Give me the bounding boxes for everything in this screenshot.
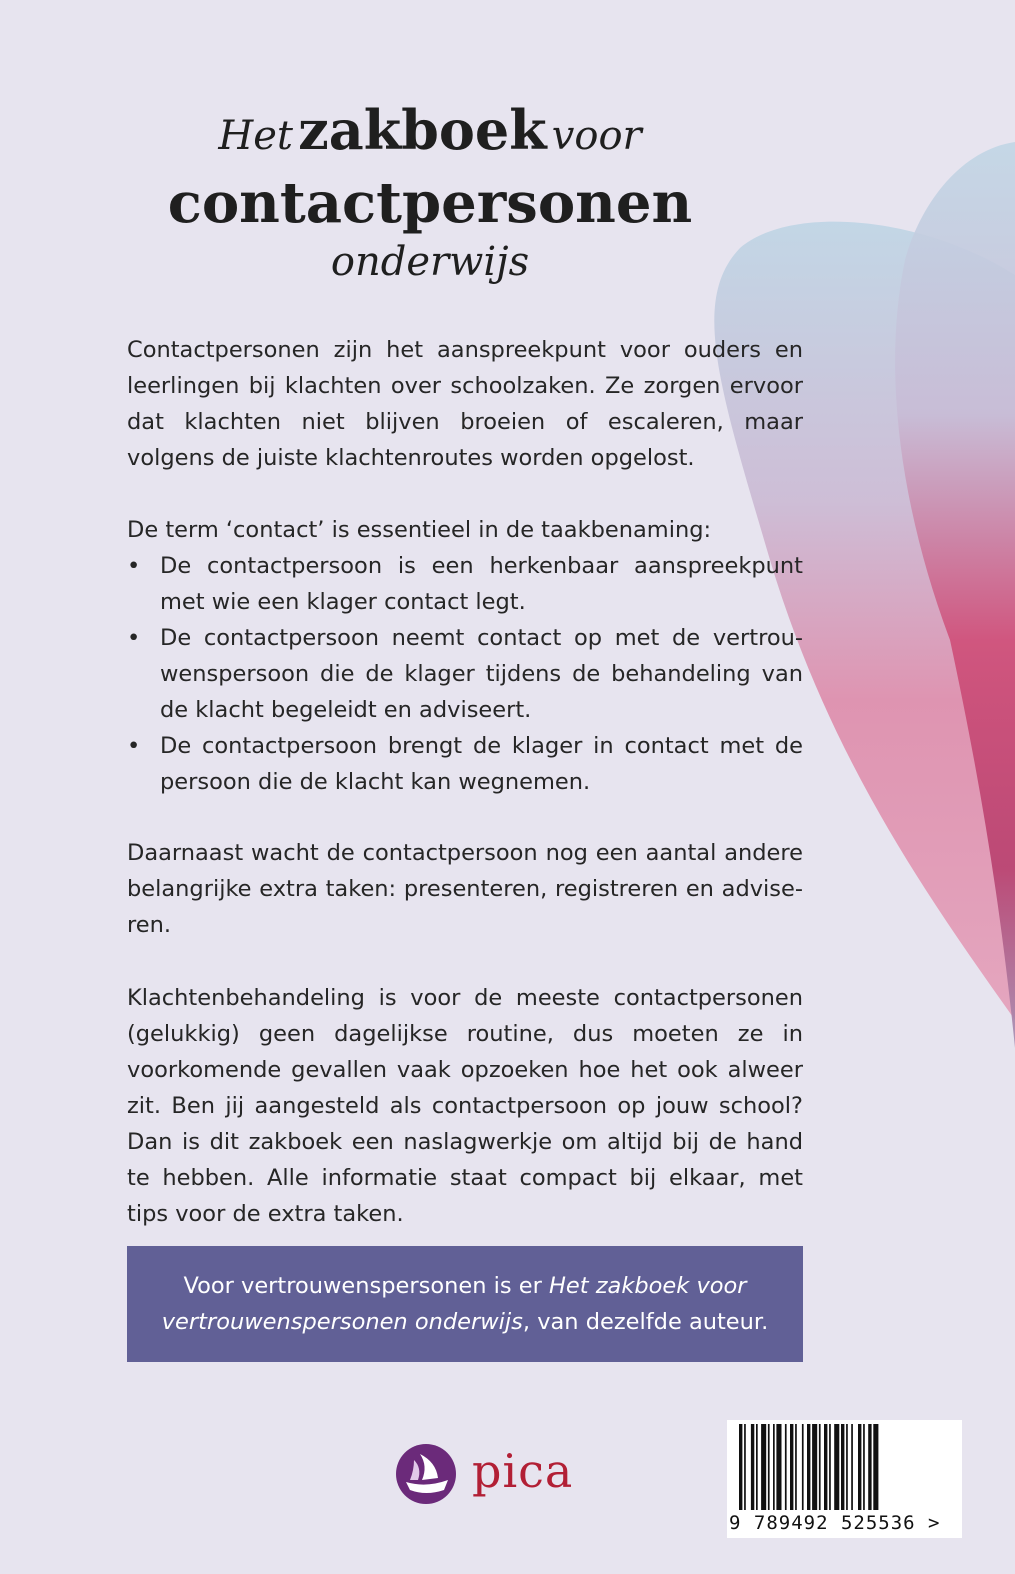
barcode-bar bbox=[756, 1424, 758, 1510]
title-het: Het bbox=[218, 113, 293, 159]
barcode-bar bbox=[868, 1424, 871, 1510]
barcode-bar bbox=[834, 1424, 839, 1510]
bullet-text: De contactpersoon is een herkenbaar aanspreekpunt met wie een klager contact legt. bbox=[160, 553, 803, 615]
title-voor: voor bbox=[551, 113, 642, 159]
handling-paragraph bbox=[127, 980, 803, 1232]
barcode-bar bbox=[785, 1424, 787, 1510]
related-book-box bbox=[127, 1246, 803, 1362]
barcode-bar bbox=[768, 1424, 770, 1510]
title-contactpersonen: contactpersonen bbox=[167, 170, 693, 236]
barcode-bar bbox=[863, 1424, 865, 1510]
barcode-bar bbox=[802, 1424, 804, 1510]
list-item bbox=[127, 620, 803, 728]
barcode-bar bbox=[824, 1424, 827, 1510]
barcode-bar bbox=[846, 1424, 848, 1510]
barcode-bar bbox=[829, 1424, 831, 1510]
bullet-dot: • bbox=[127, 625, 141, 651]
barcode-bar bbox=[858, 1424, 861, 1510]
barcode-bar bbox=[873, 1424, 878, 1510]
term-lead-paragraph bbox=[127, 512, 803, 548]
pica-logo-icon bbox=[392, 1440, 462, 1510]
barcode-icon bbox=[727, 1420, 962, 1512]
box-text-after: , van dezelfde auteur. bbox=[522, 1309, 769, 1335]
list-item bbox=[127, 548, 803, 620]
extra-tasks-text: Daarnaast wacht de contactpersoon nog een aantal andere belangrijke extra taken: presenteren, registreren en adviseren. bbox=[127, 840, 803, 938]
barcode-bar bbox=[812, 1424, 817, 1510]
handling-text: Klachtenbehandeling is voor de meeste contactpersonen (gelukkig) geen dagelijkse routine, dus moeten ze in voorkomende gevallen vaak opzoeken hoe het ook alweer zit. Ben jij aangesteld als contactpersoon op jouw school? Dan is dit zakboek een naslagwerkje om altijd bij de hand te hebben. Alle informatie staat compact bij elkaar, met tips voor de extra taken. bbox=[127, 985, 803, 1227]
book-title bbox=[150, 96, 710, 290]
barcode-bar bbox=[851, 1424, 853, 1510]
barcode-bar bbox=[776, 1424, 781, 1510]
box-text-before: Voor vertrouwenspersonen is er bbox=[183, 1273, 550, 1299]
barcode bbox=[727, 1420, 962, 1538]
barcode-bar bbox=[773, 1424, 775, 1510]
barcode-bar bbox=[819, 1424, 821, 1510]
barcode-bar bbox=[795, 1424, 797, 1510]
bullet-text: De contactpersoon neemt contact op met de vertrouwenspersoon die de klager tijdens de behandeling van de klacht begeleidt en adviseert. bbox=[160, 625, 803, 723]
barcode-bar bbox=[807, 1424, 810, 1510]
box-book-title: Het zakboek voor vertrouwenspersonen onderwijs bbox=[161, 1273, 747, 1335]
barcode-bar bbox=[744, 1424, 746, 1510]
publisher-name: pica bbox=[472, 1444, 574, 1498]
term-lead-text: De term ‘contact’ is essentieel in de taakbenaming: bbox=[127, 517, 712, 543]
barcode-bar bbox=[841, 1424, 844, 1510]
barcode-bar bbox=[751, 1424, 754, 1510]
title-zakboek: zakboek bbox=[298, 98, 547, 162]
barcode-bar bbox=[761, 1424, 766, 1510]
extra-tasks-paragraph bbox=[127, 835, 803, 943]
bullet-dot: • bbox=[127, 553, 141, 579]
barcode-bar bbox=[790, 1424, 793, 1510]
bullet-dot: • bbox=[127, 733, 141, 759]
list-item bbox=[127, 728, 803, 800]
publisher-logo bbox=[392, 1440, 592, 1510]
bullet-list bbox=[127, 548, 803, 800]
bullet-text: De contactpersoon brengt de klager in contact met de persoon die de klacht kan wegnemen. bbox=[160, 733, 803, 795]
intro-paragraph bbox=[127, 332, 803, 476]
barcode-bar bbox=[739, 1424, 742, 1510]
barcode-digits: 9 789492 525536 > bbox=[729, 1512, 941, 1534]
intro-text: Contactpersonen zijn het aanspreekpunt voor ouders en leerlingen bij klachten over schoolzaken. Ze zorgen ervoor dat klachten niet blijven broeien of escaleren, maar volgens de juiste klachtenroutes worden opgelost. bbox=[127, 337, 803, 471]
title-onderwijs: onderwijs bbox=[330, 239, 530, 285]
